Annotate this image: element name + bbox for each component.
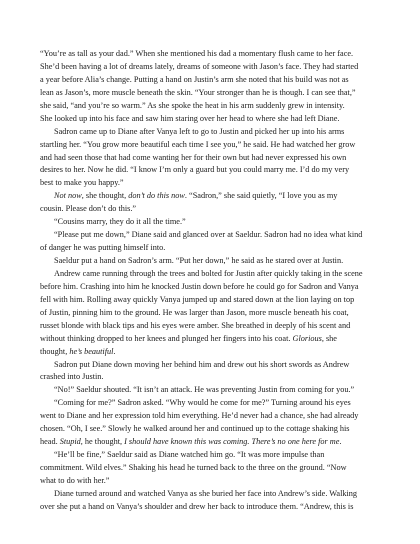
text-line [40,462,380,475]
text-line [40,281,380,294]
text-segment: a year before Alia’s change. Putting a hand on Justin’s arm she noted that his build was not as [40,74,349,84]
text-line [40,268,380,281]
text-segment: Sadron came up to Diane after Vanya left to go to Justin and picked her up into his arms [54,126,345,136]
italic-text: Glorious [292,333,322,343]
text-segment: chosen. “Oh, I see.” Slowly he walked around her and continued up to the cottage shaking his [40,424,350,434]
text-line [40,307,380,320]
text-segment: before him. Crashing into him he knocked Justin down before he could go for Sadron and Vanya [40,281,359,291]
text-line [40,436,380,449]
text-line [40,488,380,501]
italic-text: don’t do this now [128,191,185,201]
text-line [40,164,380,177]
text-line [40,177,380,190]
text-line [40,410,380,423]
text-segment: of Justin, pinning him to the ground. He was larger than Jason, more muscle beneath his coat, [40,307,349,317]
text-segment: she said, “and you’re so warm.” As she spoke the heat in his arm suddenly grew in intensity. [40,100,345,110]
text-segment: fell with him. Rolling away quickly Vanya jumped up and stared down at the lion laying on top [40,294,355,304]
text-segment: She’d been having a lot of dreams lately, dreams of someone with Jason’s face. They had started [40,61,359,71]
text-segment: , he thought, [80,437,125,447]
text-segment: “Coming for me?” Sadron asked. “Why would he come for me?” Turning around his eyes [54,398,351,408]
text-line [40,320,380,333]
text-line [40,152,380,165]
text-line [40,371,380,384]
text-line [40,294,380,307]
text-line [40,126,380,139]
text-segment: without thinking dropped to her knees and plunged her fingers into his coat. [40,333,293,343]
text-segment: thought, [40,346,70,356]
text-segment: crashed into Justin. [40,372,104,382]
italic-text: Not now [54,191,82,201]
text-segment: desires to her. Now he did. “I know I’m only a guard but you could marry me. I’d do my very [40,165,350,175]
text-line [40,501,380,514]
italic-text: Stupid [59,437,81,447]
text-line [40,359,380,372]
text-line [40,397,380,410]
text-segment: “Please put me down,” Diane said and glanced over at Saeldur. Sadron had no idea what kind [54,230,363,240]
text-segment: head. [40,437,60,447]
text-segment: . “Sadron,” she said quietly, “I love you as my [184,191,338,201]
text-segment: Sadron put Diane down moving her behind him and drew out his short swords as Andrew [54,359,350,369]
page-body-text [40,48,380,514]
text-line [40,475,380,488]
text-line [40,449,380,462]
text-segment: of danger he was putting himself into. [40,243,166,253]
text-segment: startling her. “You grow more beautiful each time I see you,” he said. He had watched her grow [40,139,356,149]
text-line [40,61,380,74]
text-line [40,87,380,100]
italic-text: I should have known this was coming. There’s no one here for me [124,437,340,447]
text-segment: best to make you happy.” [40,178,124,188]
text-line [40,229,380,242]
text-segment: lean as Jason’s, more muscle beneath the skin. “Your stronger than he is though. I can see that,” [40,87,356,97]
text-segment: Diane turned around and watched Vanya as she buried her face into Andrew’s side. Walking [54,488,358,498]
text-line [40,74,380,87]
text-segment: “No!” Saeldur shouted. “It isn’t an attack. He was preventing Justin from coming for you.” [54,385,355,395]
text-segment: commitment. Wild elves.” Shaking his head he turned back to the three on the ground. “Now [40,463,347,472]
text-segment: , she [321,333,337,343]
text-segment: and had seen those that had come wanting her for their own but had never expressed his own [40,152,347,162]
text-segment: what to do with her.” [40,475,110,485]
text-segment: She looked up into his face and saw him staring over her head to where she had left Diane. [40,113,340,123]
text-segment: “You’re as tall as your dad.” When she mentioned his dad a momentary flush came to her face. [40,49,354,58]
text-line [40,203,380,216]
text-line [40,384,380,397]
text-line [40,113,380,126]
italic-text: he’s beautiful [69,346,114,356]
text-line [40,216,380,229]
text-line [40,423,380,436]
text-segment: over she put a hand on Vanya’s shoulder and drew her back to introduce them. “Andrew, this is [40,501,354,511]
text-line [40,48,380,61]
text-line [40,100,380,113]
text-line [40,255,380,268]
text-segment: . [113,346,116,356]
text-segment: “He’ll be fine,” Saeldur said as Diane watched him go. “It was more impulse than [54,450,325,460]
text-line [40,333,380,346]
text-segment: Andrew came running through the trees and bolted for Justin after quickly taking in the scene [54,268,363,278]
text-line [40,346,380,359]
text-segment: . [339,437,342,447]
text-segment: russet blonde with black tips and his eyes were amber. She breathed in deeply of his scent and [40,320,351,330]
text-line [40,139,380,152]
text-segment: , she thought, [81,191,129,201]
text-segment: Saeldur put a hand on Sadron’s arm. “Put her down,” he said as he stared over at Justin. [54,256,344,265]
text-line [40,190,380,203]
text-segment: went to Diane and her expression told him everything. He’d never had a chance, she had already [40,411,359,421]
text-segment: “Cousins marry, they do it all the time.” [54,217,186,227]
text-line [40,242,380,255]
text-segment: cousin. Please don’t do this.” [40,204,137,214]
